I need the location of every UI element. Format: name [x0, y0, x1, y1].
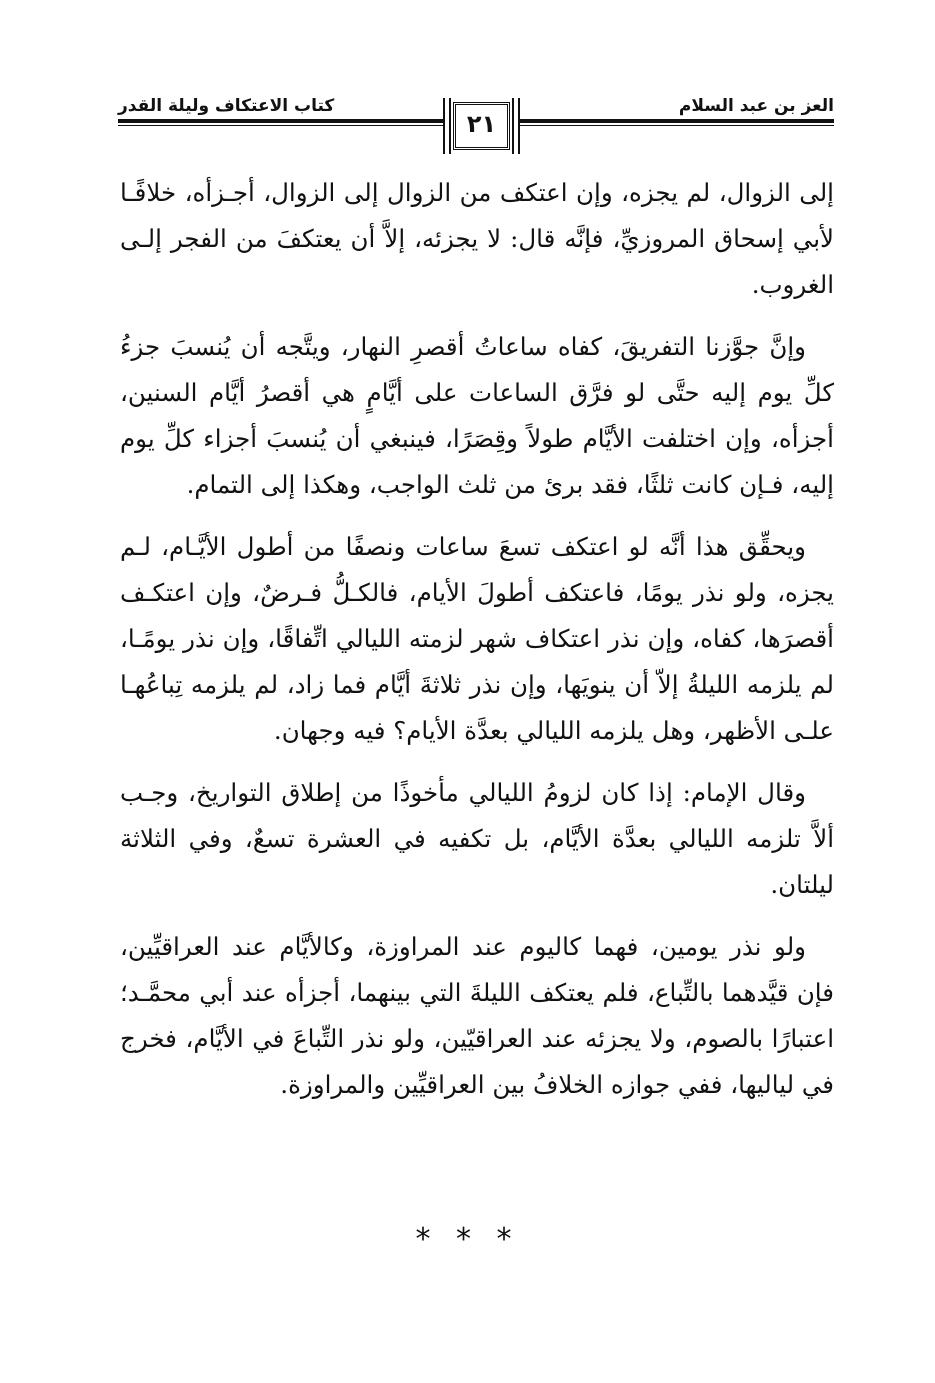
paragraph: ولو نذر يومين، فهما كاليوم عند المراوزة، وكالأيَّام عند العراقيِّين، فإن قيَّدهما بالتِّباع، فلم يعتكف الليلةَ التي بينهما، أجزأه عند أبي محمَّـد؛ اعتبارًا بالصوم، ولا يجزئه عند العراقيّين، ولو نذر التِّباعَ في الأيَّام، فخرج في لياليها، ففي جوازه الخلافُ بين العراقيِّين والمراوزة. — [120, 932, 834, 1099]
section-separator: * * * — [415, 1222, 520, 1257]
paragraph: وإنَّ جوَّزنا التفريقَ، كفاه ساعاتُ أقصرِ النهار، ويتَّجه أن يُنسبَ جزءُ كلِّ يوم إليه حتَّى لو فرَّق الساعات على أيَّامٍ هي أقصرُ أيَّام السنين، أجزأه، وإن اختلفت الأيَّام طولاً وقِصَرًا، فينبغي أن يُنسبَ أجزاء كلِّ يوم إليه، فـإن كانت ثلثًا، فقد برئ من ثلث الواجب، وهكذا إلى التمام. — [120, 332, 834, 499]
paragraph: ويحقِّق هذا أنَّه لو اعتكف تسعَ ساعات ونصفًا من أطول الأيَّـام، لـم يجزه، ولو نذر يومًا، فاعتكف أطولَ الأيام، فالكـلُّ فـرضٌ، وإن اعتكـف أقصرَها، كفاه، وإن نذر اعتكاف شهر لزمته الليالي اتِّفاقًا، وإن نذر يومًـا، لم يلزمه الليلةُ إلاّ أن ينويَها، وإن نذر ثلاثةَ أيَّام فما زاد، لم يلزمه تِباعُهـا علـى الأظهر، وهل يلزمه الليالي بعدَّة الأيام؟ فيه وجهان. — [120, 532, 834, 745]
body-text — [120, 170, 834, 1124]
book-title: كتاب الاعتكاف وليلة القدر — [118, 96, 335, 116]
header-rule-left — [118, 119, 443, 123]
page-number-frame — [443, 96, 520, 156]
paragraph: إلى الزوال، لم يجزه، وإن اعتكف من الزوال إلى الزوال، أجـزأه، خلافًـا لأبي إسحاق المروزيِّ، فإنَّه قال: لا يجزئه، إلاَّ أن يعتكفَ من الفجر إلـى الغروب. — [120, 178, 834, 299]
header-rule-right — [520, 119, 834, 123]
running-header — [118, 96, 834, 160]
author-name: العز بن عبد السلام — [678, 96, 834, 116]
paragraph: وقال الإمام: إذا كان لزومُ الليالي مأخوذًا من إطلاق التواريخ، وجـب ألاَّ تلزمه الليالي بعدَّة الأيَّام، بل تكفيه في العشرة تسعٌ، وفي الثلاثة ليلتان. — [120, 778, 834, 899]
page-number: ٢١ — [466, 110, 497, 138]
